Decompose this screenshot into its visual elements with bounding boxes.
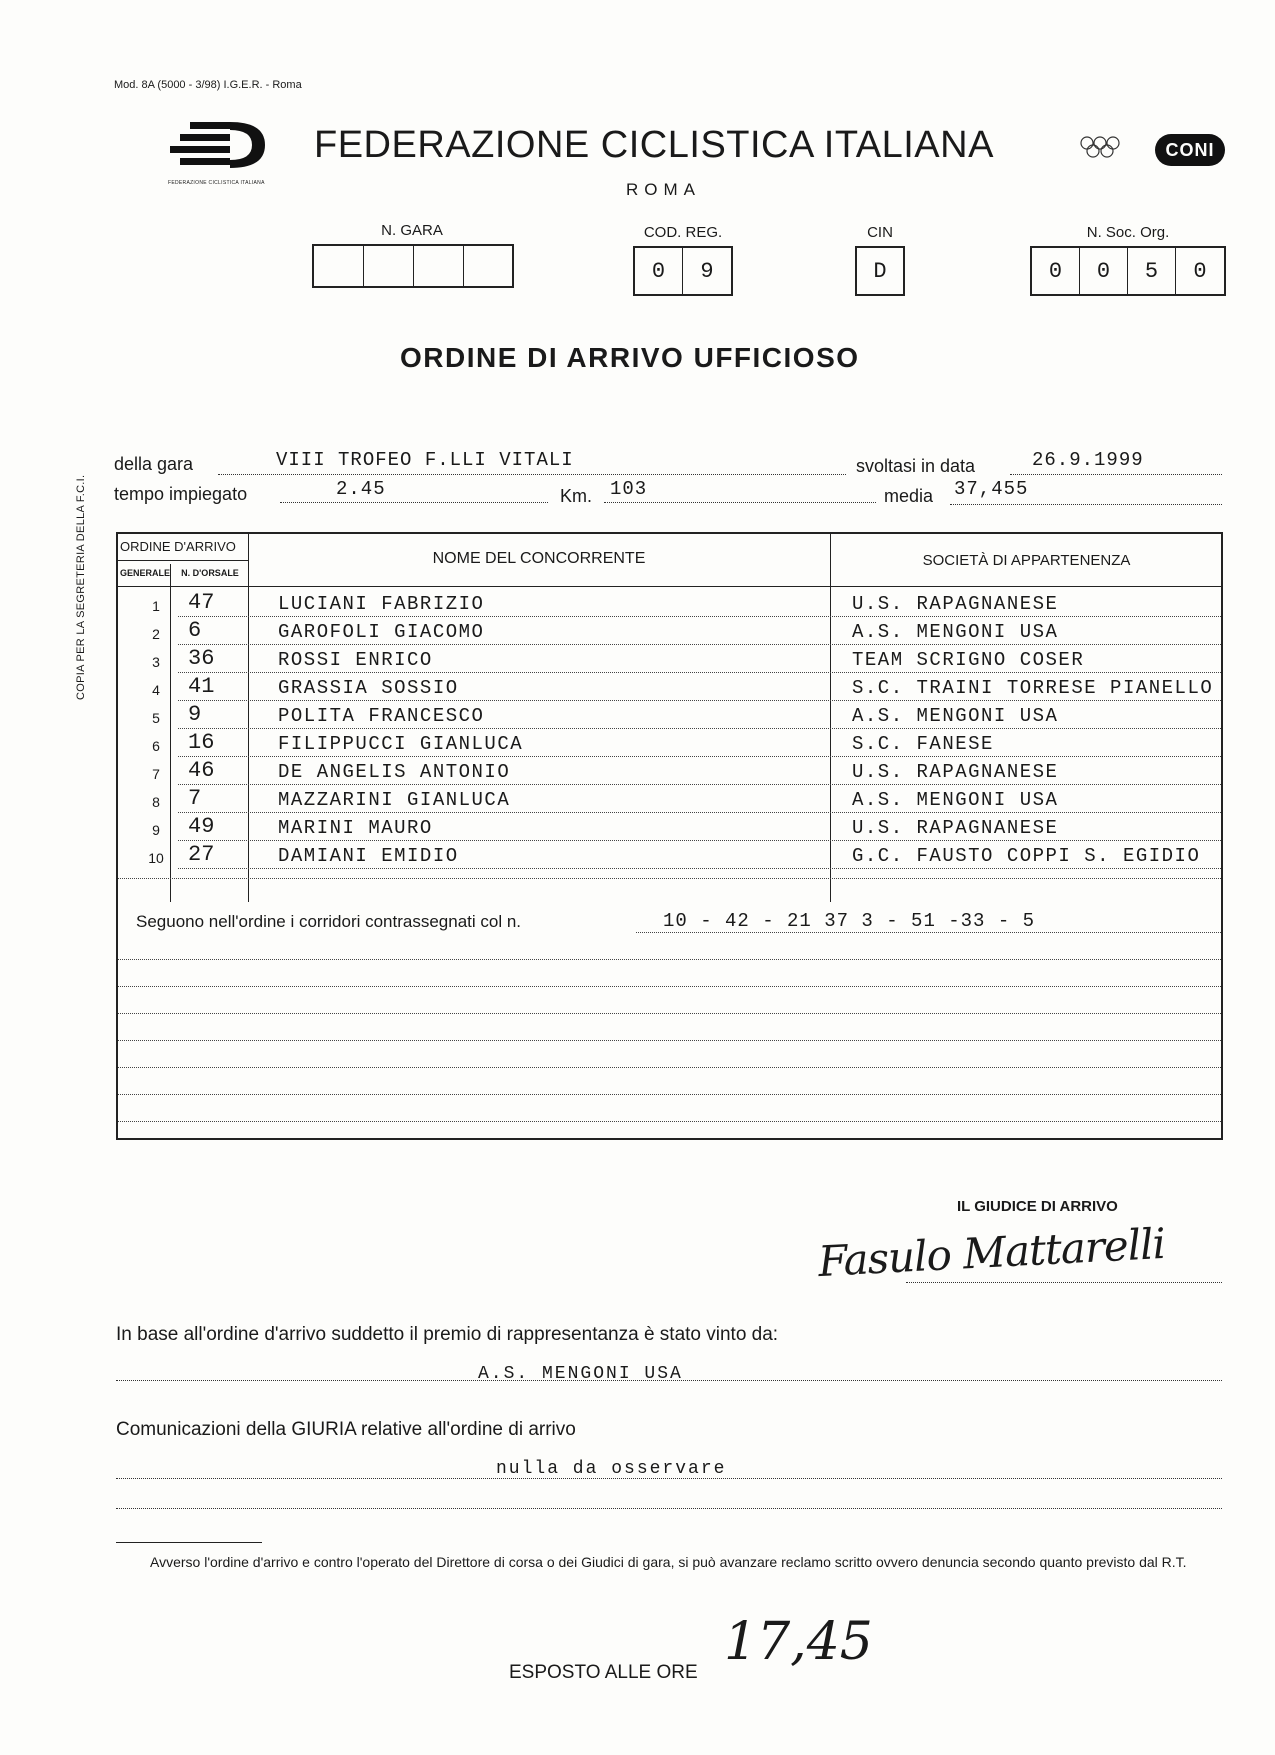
n-gara-label: N. GARA	[381, 222, 443, 239]
row-bib-number: 9	[188, 702, 202, 727]
header-name: NOME DEL CONCORRENTE	[432, 550, 646, 567]
row-bib-number: 49	[188, 814, 215, 839]
row-position: 4	[152, 682, 160, 698]
row-position: 5	[152, 710, 160, 726]
row-rider-name: ROSSI ENRICO	[278, 649, 433, 671]
row-bib-number: 7	[188, 786, 202, 811]
row-rider-name: DAMIANI EMIDIO	[278, 845, 459, 867]
n-soc-cell: 0	[1193, 258, 1207, 284]
org-city: ROMA	[626, 180, 701, 199]
data-label: svoltasi in data	[856, 456, 976, 476]
posted-label: ESPOSTO ALLE ORE	[509, 1662, 698, 1683]
row-team-name: U.S. RAPAGNANESE	[852, 593, 1059, 615]
table-row	[118, 590, 1221, 618]
row-rider-name: GAROFOLI GIACOMO	[278, 621, 485, 643]
prize-value: A.S. MENGONI USA	[478, 1364, 683, 1384]
tempo-value: 2.45	[336, 478, 386, 500]
olympic-rings-icon	[1078, 133, 1122, 163]
row-position: 8	[152, 794, 160, 810]
n-gara-boxes	[312, 244, 514, 288]
table-row	[118, 674, 1221, 702]
cod-reg-cell: 9	[700, 258, 714, 284]
judge-label: IL GIUDICE DI ARRIVO	[957, 1198, 1118, 1215]
row-bib-number: 27	[188, 842, 215, 867]
row-team-name: U.S. RAPAGNANESE	[852, 761, 1059, 783]
row-rider-name: MARINI MAURO	[278, 817, 433, 839]
row-position: 10	[148, 850, 164, 866]
jury-label: Comunicazioni della GIURIA relative all'ordine di arrivo	[116, 1419, 576, 1440]
cod-reg-boxes	[633, 246, 733, 296]
row-position: 3	[152, 654, 160, 670]
row-rider-name: GRASSIA SOSSIO	[278, 677, 459, 699]
fci-logo-icon	[160, 118, 290, 188]
n-gara-cell	[314, 246, 364, 286]
row-position: 2	[152, 626, 160, 642]
row-rider-name: MAZZARINI GIANLUCA	[278, 789, 511, 811]
cod-reg-label: COD. REG.	[643, 224, 723, 241]
judge-signature: Fasulo Mattarelli	[816, 1218, 1167, 1287]
data-value: 26.9.1999	[1032, 449, 1144, 471]
media-label: media	[884, 486, 934, 506]
header-order: ORDINE D'ARRIVO	[120, 539, 236, 554]
row-team-name: S.C. TRAINI TORRESE PIANELLO	[852, 677, 1214, 699]
table-row	[118, 786, 1221, 814]
row-bib-number: 6	[188, 618, 202, 643]
table-row	[118, 702, 1221, 730]
table-row	[118, 758, 1221, 786]
n-soc-label: N. Soc. Org.	[1086, 224, 1170, 241]
prize-label: In base all'ordine d'arrivo suddetto il premio di rappresentanza è stato vinto da:	[116, 1324, 779, 1345]
cin-label: CIN	[867, 224, 893, 241]
document-title: ORDINE DI ARRIVO UFFICIOSO	[400, 342, 860, 373]
table-row	[118, 730, 1221, 758]
header-dorsale: N. D'ORSALE	[181, 568, 239, 578]
table-row	[118, 814, 1221, 842]
table-row	[118, 842, 1221, 870]
cin-boxes	[855, 246, 905, 296]
results-table	[116, 532, 1223, 1140]
row-rider-name: LUCIANI FABRIZIO	[278, 593, 485, 615]
row-bib-number: 16	[188, 730, 215, 755]
header-generale: GENERALE	[120, 568, 171, 578]
row-team-name: A.S. MENGONI USA	[852, 621, 1059, 643]
row-team-name: A.S. MENGONI USA	[852, 789, 1059, 811]
form-code: Mod. 8A (5000 - 3/98) I.G.E.R. - Roma	[114, 79, 302, 91]
row-position: 9	[152, 822, 160, 838]
org-title: FEDERAZIONE CICLISTICA ITALIANA	[314, 124, 994, 166]
table-row	[118, 618, 1221, 646]
row-rider-name: FILIPPUCCI GIANLUCA	[278, 733, 524, 755]
cin-cell: D	[873, 258, 887, 284]
posted-value: 17,45	[724, 1612, 873, 1672]
row-bib-number: 36	[188, 646, 215, 671]
footnote: Avverso l'ordine d'arrivo e contro l'operato del Direttore di corsa o dei Giudici di gara, si può avanzare reclamo scritto ovvero denuncia secondo quanto previsto dal R.T.	[150, 1554, 1187, 1570]
n-gara-cell	[464, 246, 512, 286]
tempo-label: tempo impiegato	[114, 484, 248, 504]
gara-label: della gara	[114, 454, 194, 474]
follow-value: 10 - 42 - 21 37 3 - 51 -33 - 5	[663, 910, 1036, 932]
gara-value: VIII TROFEO F.LLI VITALI	[276, 449, 574, 471]
n-soc-cell: 0	[1032, 248, 1080, 294]
row-team-name: U.S. RAPAGNANESE	[852, 817, 1059, 839]
cod-reg-cell: 0	[635, 248, 683, 294]
row-position: 7	[152, 766, 160, 782]
n-soc-boxes	[1030, 246, 1226, 296]
logo-caption: FEDERAZIONE CICLISTICA ITALIANA	[168, 180, 265, 186]
n-gara-cell	[414, 246, 464, 286]
row-team-name: S.C. FANESE	[852, 733, 994, 755]
coni-logo	[1155, 134, 1225, 166]
jury-value: nulla da osservare	[496, 1459, 727, 1479]
n-soc-cell: 0	[1080, 248, 1128, 294]
coni-logo-text: CONI	[1165, 139, 1215, 160]
row-team-name: TEAM SCRIGNO COSER	[852, 649, 1085, 671]
km-label: Km.	[560, 486, 593, 506]
follow-label: Seguono nell'ordine i corridori contrassegnati col n.	[136, 912, 522, 931]
row-bib-number: 47	[188, 590, 215, 615]
row-position: 1	[152, 598, 160, 614]
n-soc-cell: 5	[1128, 248, 1176, 294]
header-team: SOCIETÀ DI APPARTENENZA	[922, 552, 1131, 569]
media-value: 37,455	[954, 478, 1029, 500]
row-team-name: A.S. MENGONI USA	[852, 705, 1059, 727]
row-rider-name: POLITA FRANCESCO	[278, 705, 485, 727]
row-rider-name: DE ANGELIS ANTONIO	[278, 761, 511, 783]
km-value: 103	[610, 478, 648, 500]
row-bib-number: 41	[188, 674, 215, 699]
n-gara-cell	[364, 246, 414, 286]
table-row	[118, 646, 1221, 674]
row-team-name: G.C. FAUSTO COPPI S. EGIDIO	[852, 845, 1201, 867]
row-position: 6	[152, 738, 160, 754]
side-copy-note: COPIA PER LA SEGRETERIA DELLA F.C.I.	[75, 474, 87, 700]
row-bib-number: 46	[188, 758, 215, 783]
